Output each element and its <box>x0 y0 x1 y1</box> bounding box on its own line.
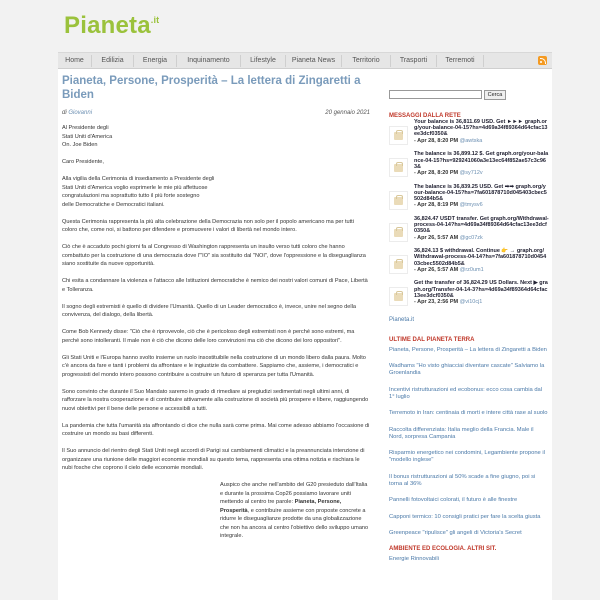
post-salutation: Caro Presidente, <box>62 159 104 165</box>
post-paragraph: Chi esita a condannare la violenza e l'attacco alle Istituzioni democratiche è nemico dei nostri valori comuni di Pace, Libertà e Tolleranza. <box>62 278 368 293</box>
avatar[interactable] <box>389 287 408 306</box>
message-text[interactable]: Your balance is 36,811.69 USD. Get ►►► graph.org/your-balance-04-15?hs=4d69a34f89364d64cfac13ee3dcf0350& <box>414 119 548 138</box>
recent-post-link[interactable]: Raccolta differenziata: Italia meglio della Francia. Male il Nord, sorpresa Campania <box>389 426 534 440</box>
message-item <box>389 119 549 151</box>
nav-item-energia[interactable]: Energia <box>142 57 168 64</box>
avatar[interactable] <box>389 223 408 242</box>
recent-post-link[interactable]: Greenpeace "ripulisce" gli angeli di Victoria's Secret <box>389 530 522 537</box>
message-time: - Apr 26, 5:57 AM <box>414 234 459 241</box>
message-time: - Apr 23, 2:56 PM <box>414 299 459 306</box>
message-text[interactable]: The balance is 36,839.25 USD. Get ➡➡ graph.org/your-balance-04-15?hs=7fa601878710d045403cbec5502d84b5& <box>414 183 547 202</box>
post-intro: Alla vigilia della Cerimonia di insediamento a Presidente degli Stati Uniti d'America voglio esprimerle le mie più affettuose congratulazioni ma soprattutto tutto il più forte sostegno delle Democratiche e Democratici italiani. <box>62 176 215 208</box>
recent-post-link[interactable]: Capponi termico: 10 consigli pratici per fare la scelta giusta <box>389 513 541 520</box>
post-body <box>62 124 370 541</box>
message-handle[interactable]: @rz0um1 <box>459 266 484 273</box>
nav-item-trasporti[interactable]: Trasporti <box>399 57 428 64</box>
message-item <box>389 280 549 312</box>
avatar[interactable] <box>389 191 408 210</box>
message-time: - Apr 28, 8:19 PM <box>414 202 459 209</box>
message-text[interactable]: Get the transfer of 36,824.29 US Dollars. Next ▶ graph.org/Transfer-04-14-3?hs=4d69a34f89364d64cfac13ee3dcf0350& <box>414 280 548 299</box>
message-handle[interactable]: @tmysv6 <box>459 202 483 209</box>
post-paragraph: Il Suo annuncio del rientro degli Stati Uniti negli accordi di Parigi sui cambiamenti climatici e la preannunciata intenzione di organizzare una riunione delle maggiori economie mondiali su questo tema, rappresenta una ottima notizia e rischiara le nubi fosche che coprono il cielo delle economie mondiali. <box>62 448 365 471</box>
post-meta-prefix: di <box>62 110 67 116</box>
message-text[interactable]: 36,824.47 USDT transfer. Get graph.org/Withdrawal-process-04-14?hs=4d69a34f89364d64cfac13ee3dcf0350& <box>414 215 549 235</box>
nav-item-territorio[interactable]: Territorio <box>352 57 380 64</box>
nav-item-home[interactable]: Home <box>65 57 84 64</box>
site-logo[interactable]: Pianeta$^{.it}$ <box>64 12 160 39</box>
message-text[interactable]: 36,824.13 $ withdrawal. Continue 👉 → graph.org/Withdrawal-process-04-14?hs=7fa601878710d045403cbec5502d84b5& <box>414 248 547 267</box>
message-time: - Apr 26, 5:57 AM <box>414 266 459 273</box>
message-handle[interactable]: @awtska <box>459 137 483 144</box>
recent-post-link[interactable]: Incentivi ristrutturazioni ed ecobonus: ecco cosa cambia dal 1° luglio <box>389 386 543 400</box>
sidebar <box>389 90 549 562</box>
nav-item-inquinamento[interactable]: Inquinamento <box>187 57 230 64</box>
main-nav <box>58 52 552 69</box>
post-paragraph: Gli Stati Uniti e l'Europa hanno svolto insieme un ruolo insostituibile nella costruzione di un mondo libero dalla paura. Molto c'è ancora da fare e tanti i problemi da affrontare e le ingiustizie da combattere. Sappiamo che, assieme, i democratici e progressisti del mondo intero possono contribuire a costruire un futuro di speranza per tutta l'Umanità. <box>62 354 366 378</box>
recent-post-link[interactable]: Pannelli fotovoltaici colorati, il futuro è alle finestre <box>389 497 518 504</box>
recent-posts-list <box>389 347 549 538</box>
post-author[interactable]: Giovanni <box>68 110 93 116</box>
post-paragraph: La pandemia che tutta l'umanità sta affrontando ci dice che nulla sarà come prima. Mai come adesso abbiamo l'occasione di costruire un mondo su basi differenti. <box>62 422 370 437</box>
nav-item-edilizia[interactable]: Edilizia <box>101 57 124 64</box>
recent-post-link[interactable]: Pianeta, Persone, Prosperità – La lettera di Zingaretti a Biden <box>389 346 547 353</box>
post-address: Al Presidente degli Stati Uniti d'America On. Joe Biden <box>62 125 113 148</box>
site-header <box>0 0 600 52</box>
message-handle[interactable]: @gc07zk <box>459 234 483 241</box>
eco-sites-heading: AMBIENTE ED ECOLOGIA. ALTRI SIT. <box>389 546 497 553</box>
post-title[interactable]: Pianeta, Persone, Prosperità – La lettera di Zingaretti a Biden <box>62 75 361 101</box>
messages-heading: MESSAGGI DALLA RETE <box>389 113 461 119</box>
recent-posts-heading: ULTIME DAL PIANETA TERRA <box>389 336 475 343</box>
message-item <box>389 248 549 280</box>
search-button[interactable]: Cerca <box>484 90 506 100</box>
nav-item-pianeta-news[interactable]: Pianeta News <box>291 57 336 64</box>
message-time: - Apr 28, 8:20 PM <box>414 169 459 176</box>
article <box>62 74 370 549</box>
post-paragraph: Come Bob Kennedy disse: "Ciò che è riprovevole, ciò che è pericoloso degli estremisti non è perché sono estremi, ma perché sono intolleranti. Il male non è ciò che dicono delle loro convinzioni ma ciò che dicono dei loro oppositori". <box>62 329 355 344</box>
avatar[interactable] <box>389 255 408 274</box>
recent-post-link[interactable]: Wadhams "Ho visto ghiacciai diventare cascate" Salviamo la Groenlandia <box>389 363 545 377</box>
avatar[interactable] <box>389 126 408 145</box>
message-time: - Apr 28, 8:20 PM <box>414 137 459 144</box>
recent-post-link[interactable]: Terremoto in Iran: centinaia di morti e intere città rase al suolo <box>389 410 548 417</box>
message-item <box>389 151 549 183</box>
post-paragraph: Ciò che è accaduto pochi giorni fa al Congresso di Washington rappresenta un insulto verso tutti coloro che hanno combattuto per la costruzione di una democrazia dove l'"IO" sia sostituito dal "NOI", dove l'oppressione e la diseguaglianza siano sostituite da nuove opportunità. <box>62 244 366 267</box>
rss-icon[interactable] <box>538 56 547 65</box>
post-closing: Auspico che anche nell'ambito del G20 presieduto dall'Italia e durante la prossima Cop26 possiamo lavorare uniti mettendo al centro tre parole: Pianeta, Persone, Prosperità, e contribuire assieme con proposte concrete a ridurre le diseguaglianze prodotte da una globalizzazione che non ha ancora al centro l'obiettivo dello sviluppo umano integrale. <box>220 482 369 539</box>
nav-item-terremoti[interactable]: Terremoti <box>445 57 475 64</box>
post-paragraph: Sono convinto che durante il Suo Mandato saremo in grado di rimediare ai pregiudizi sedimentati negli ultimi anni, di rafforzare la nostra cooperazione e di contribuire attivamente alla costruzione di società più prospere e libere, raggiungendo nuovi obiettivi per il bene delle persone e accessibili a tutti. <box>62 388 369 412</box>
search-input[interactable] <box>389 90 482 99</box>
message-handle[interactable]: @vi10cj1 <box>459 299 483 306</box>
post-paragraph: Questa Cerimonia rappresenta la più alta celebrazione della Democrazia non solo per il popolo americano ma per tutti coloro che, come noi, si battono per difendere e promuovere i valori di libertà nel mondo intero. <box>62 218 354 233</box>
message-handle[interactable]: @sy712v <box>459 169 483 176</box>
message-item <box>389 184 549 216</box>
recent-post-link[interactable]: Il bonus ristrutturazioni al 50% scade a fine giugno, poi si torna al 36% <box>389 473 536 487</box>
search-form <box>389 90 549 100</box>
post-meta <box>62 110 370 120</box>
post-date: 20 gennaio 2021 <box>325 110 370 116</box>
nav-item-lifestyle[interactable]: Lifestyle <box>250 57 276 64</box>
recent-post-link[interactable]: Risparmio energetico nei condomini, Legambiente propone il "modello inglese" <box>389 450 545 464</box>
eco-site-link[interactable]: Energie Rinnovabili <box>389 556 439 563</box>
post-paragraph: Il sogno degli estremisti è quello di dividere l'Umanità. Quello di un Leader democratico è, invece, unire nel segno della convivenza, del dialogo, della libertà. <box>62 303 356 318</box>
network-link[interactable]: Pianeta.it <box>389 316 415 323</box>
message-item <box>389 216 549 248</box>
avatar[interactable] <box>389 158 408 177</box>
message-text[interactable]: The balance is 36,899.12 $. Get graph.org/your-balance-04-15?hs=929241060a3e13ec64f852ae57c3c963& <box>414 151 549 170</box>
